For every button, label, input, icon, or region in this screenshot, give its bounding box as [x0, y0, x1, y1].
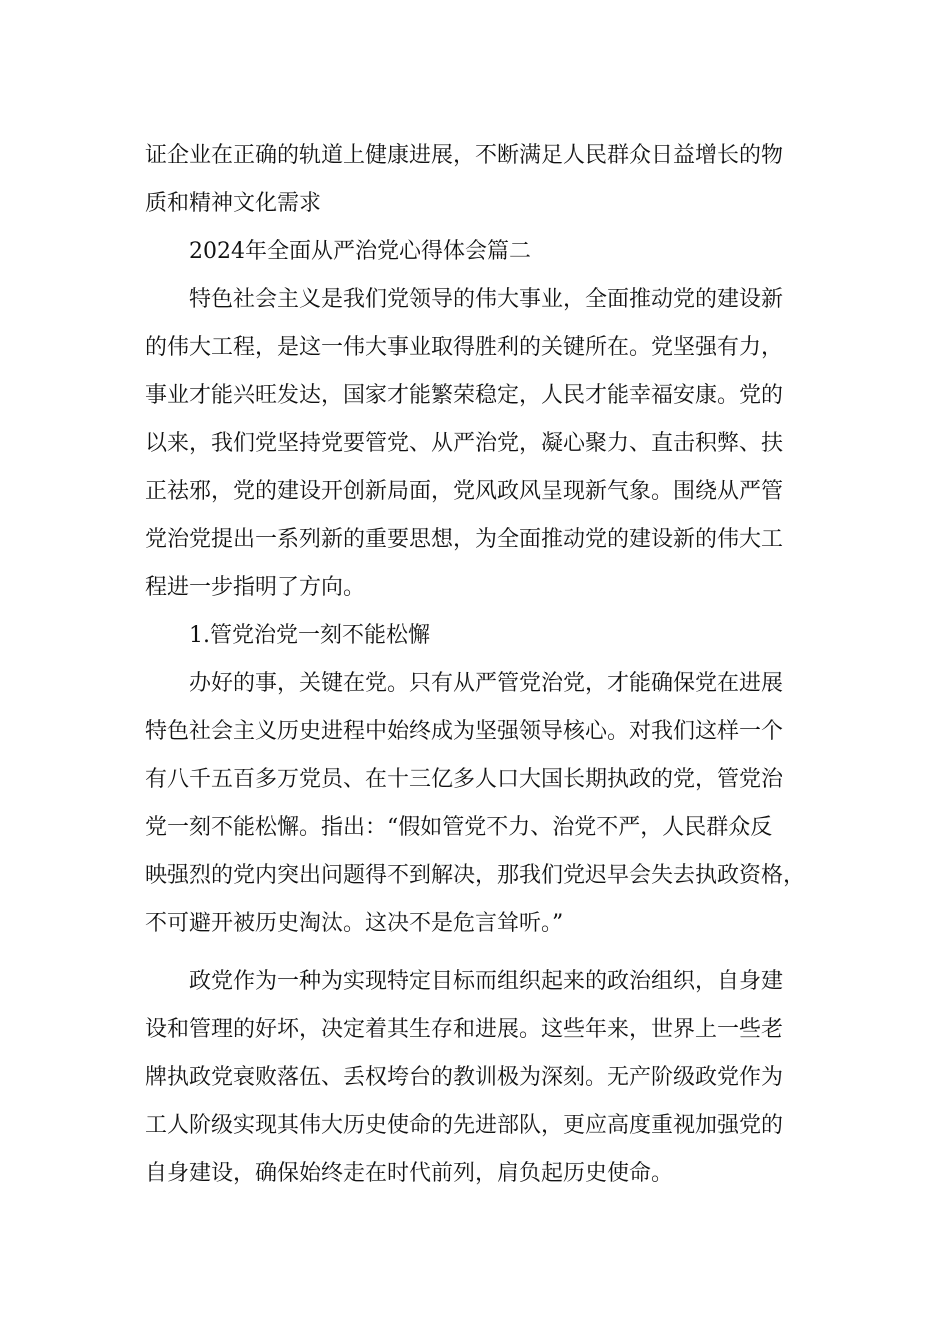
paragraph	[145, 660, 830, 948]
text-line: 质和精神文化需求	[145, 191, 322, 216]
text-line: 自身建设，确保始终走在时代前列，肩负起历史使命。	[145, 1161, 674, 1186]
paragraph	[145, 958, 830, 1198]
text-line: 牌执政党衰败落伍、丢权垮台的教训极为深刻。无产阶级政党作为	[145, 1065, 784, 1090]
text-line: 的伟大工程，是这一伟大事业取得胜利的关键所在。党坚强有力，	[145, 335, 784, 360]
text-line: 事业才能兴旺发达，国家才能繁荣稳定，人民才能幸福安康。党的	[145, 383, 784, 408]
paragraph	[145, 228, 830, 276]
text-line: 党一刻不能松懈。指出：“假如管党不力、治党不严，人民群众反	[145, 815, 773, 840]
text-line: 工人阶级实现其伟大历史使命的先进部队，更应高度重视加强党的	[145, 1113, 784, 1138]
text-line: 设和管理的好坏，决定着其生存和进展。这些年来，世界上一些老	[145, 1017, 784, 1042]
paragraph-gap	[145, 948, 830, 958]
document-body	[145, 132, 830, 1198]
text-line: 特色社会主义历史进程中始终成为坚强领导核心。对我们这样一个	[145, 719, 784, 744]
paragraph	[145, 276, 830, 612]
text-line: 政党作为一种为实现特定目标而组织起来的政治组织，自身建	[189, 969, 784, 994]
paragraph	[145, 132, 830, 228]
text-line: 办好的事，关键在党。只有从严管党治党，才能确保党在进展	[189, 671, 784, 696]
text-line: 有八千五百多万党员、在十三亿多人口大国长期执政的党，管党治	[145, 767, 784, 792]
text-line: 映强烈的党内突出问题得不到解决，那我们党迟早会失去执政资格，	[145, 863, 806, 888]
text-line: 正祛邪，党的建设开创新局面，党风政风呈现新气象。围绕从严管	[145, 479, 784, 504]
text-line: 特色社会主义是我们党领导的伟大事业，全面推动党的建设新	[189, 287, 784, 312]
text-line: 1.管党治党一刻不能松懈	[189, 623, 430, 648]
text-line: 党治党提出一系列新的重要思想，为全面推动党的建设新的伟大工	[145, 527, 784, 552]
text-line: 程进一步指明了方向。	[145, 575, 366, 600]
text-line: 证企业在正确的轨道上健康进展，不断满足人民群众日益增长的物	[145, 143, 784, 168]
text-line: 以来，我们党坚持党要管党、从严治党，凝心聚力、直击积弊、扶	[145, 431, 784, 456]
text-line: 2024年全面从严治党心得体会篇二	[189, 239, 531, 264]
paragraph	[145, 612, 830, 660]
text-line: 不可避开被历史淘汰。这决不是危言耸听。”	[145, 911, 564, 936]
